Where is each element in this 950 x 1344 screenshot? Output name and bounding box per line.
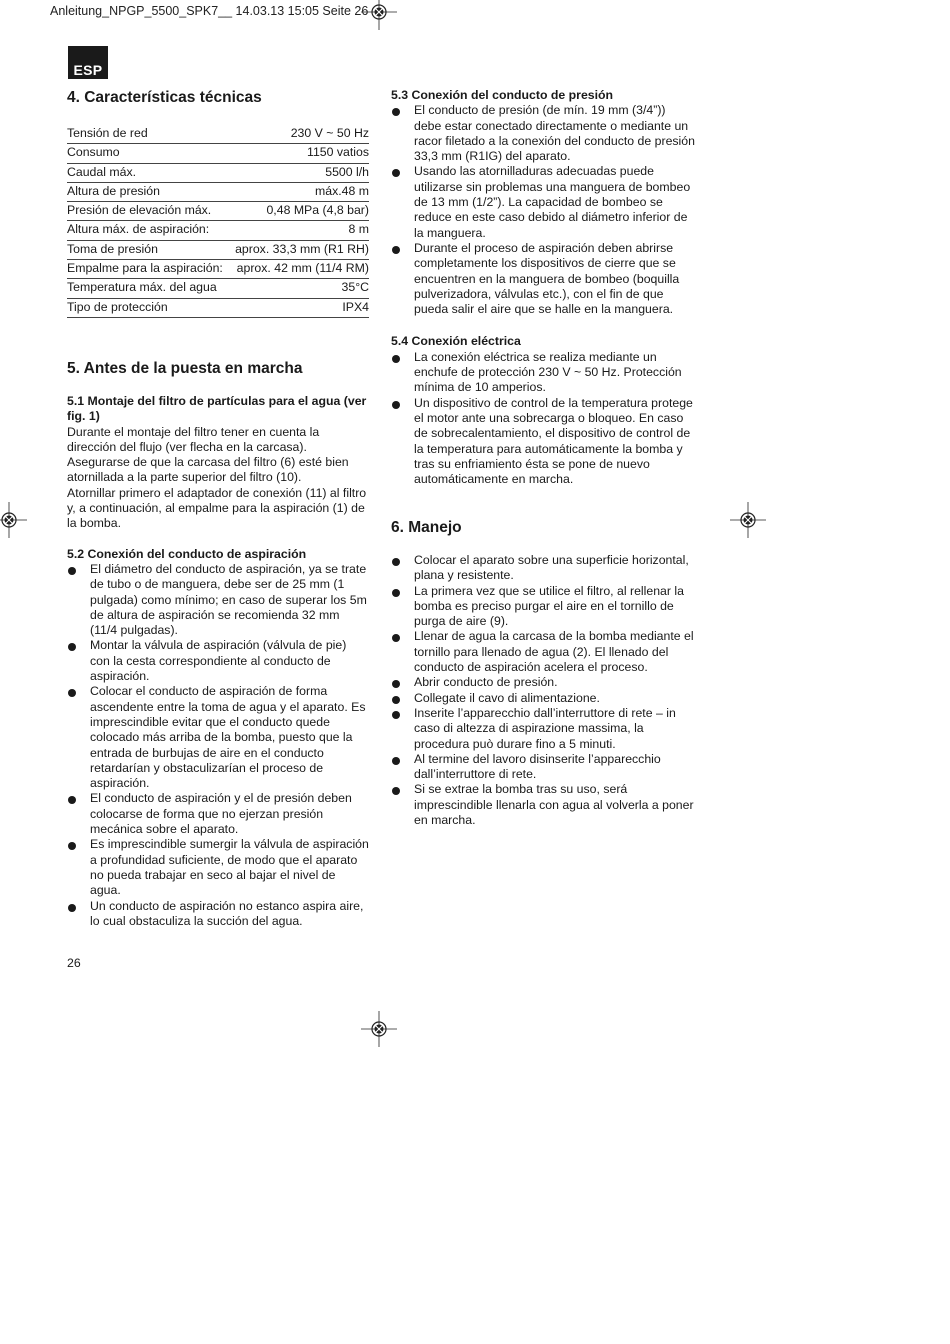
list-item: Usando las atornilladuras adecuadas puede utilizarse sin problemas una manguera de bombeo de 13 mm (1/2”). La capacidad de bombeo se reduce en este caso debido al diámetro inferior de la manguera. xyxy=(391,164,696,240)
spec-row xyxy=(67,144,369,163)
print-slug: Anleitung_NPGP_5500_SPK7__ 14.03.13 15:05 Seite 26 xyxy=(50,4,369,18)
spec-value: 35°C xyxy=(229,279,369,298)
list-item: Un conducto de aspiración no estanco aspira aire, lo cual obstaculiza la succión del agua. xyxy=(67,899,369,930)
subsection-5-3-title: 5.3 Conexión del conducto de presión xyxy=(391,88,614,102)
page-number: 26 xyxy=(67,956,81,970)
list-item: Es imprescindible sumergir la válvula de aspiración a profundidad suficiente, de modo que el aparato no pueda trabajar en seco al bajar el nivel de agua. xyxy=(67,837,369,898)
section-5-title: 5. Antes de la puesta en marcha xyxy=(67,360,303,377)
section-technical-data xyxy=(67,88,369,318)
list-item: Abrir conducto de presión. xyxy=(391,675,696,690)
spec-table xyxy=(67,125,369,318)
spec-value: 8 m xyxy=(229,221,369,240)
spec-value: 230 V ~ 50 Hz xyxy=(229,125,369,144)
spec-row xyxy=(67,221,369,240)
list-item: La conexión eléctrica se realiza mediante un enchufe de protección 230 V ~ 50 Hz. Protección mínima de 10 amperios. xyxy=(391,350,696,396)
spec-label: Temperatura máx. del agua xyxy=(67,279,229,298)
spec-row xyxy=(67,298,369,317)
spec-label: Tensión de red xyxy=(67,125,229,144)
subsection-5-3-list xyxy=(391,103,696,317)
spec-row xyxy=(67,125,369,144)
section-6-title: 6. Manejo xyxy=(391,519,462,536)
spec-value: aprox. 33,3 mm (R1 RH) xyxy=(229,240,369,259)
registration-mark-icon xyxy=(0,502,27,538)
list-item: Al termine del lavoro disinserite l’apparecchio dall’interruttore di rete. xyxy=(391,752,696,783)
list-item: Un dispositivo de control de la temperatura protege el motor ante una sobrecarga o bloqueo. En caso de sobrecalentamiento, el dispositivo de control de la temperatura para automáticamente la bomba y tras su enfriamiento ésta se pone de nuevo automáticamente en marcha. xyxy=(391,396,696,488)
spec-row xyxy=(67,260,369,279)
spec-label: Tipo de protección xyxy=(67,298,229,317)
registration-mark-icon xyxy=(361,0,397,30)
subsection-5-1-paragraph: Durante el montaje del filtro tener en cuenta la dirección del flujo (ver flecha en la carcasa). xyxy=(67,424,320,454)
list-item: Llenar de agua la carcasa de la bomba mediante el tornillo para llenado de agua (2). El llenado del conducto de aspiración acelera el proceso. xyxy=(391,629,696,675)
spec-value: 1150 vatios xyxy=(229,144,369,163)
subsection-5-1-paragraph: Atornillar primero el adaptador de conexión (11) al filtro y, a continuación, al empalme para la aspiración (1) de la bomba. xyxy=(67,485,367,531)
list-item: Durante el proceso de aspiración deben abrirse completamente los dispositivos de cierre que se encuentren en la manguera de bombeo (boquilla pulverizadora, válvulas etc.), con el fin de que pueda salir el aire que se halle en la manguera. xyxy=(391,241,696,317)
list-item: El conducto de presión (de mín. 19 mm (3/4”)) debe estar conectado directamente o mediante un racor filetado a la conexión del conducto de presión 33,3 mm (R1IG) del aparato. xyxy=(391,103,696,164)
registration-mark-icon xyxy=(361,1011,397,1047)
subsection-5-4-list xyxy=(391,350,696,488)
spec-value: aprox. 42 mm (11/4 RM) xyxy=(229,260,369,279)
section-4-title: 4. Características técnicas xyxy=(67,89,262,106)
list-item: Colocar el conducto de aspiración de forma ascendente entre la toma de agua y el aparato. Es imprescindible evitar que el conducto quede colocado más arriba de la bomba, puesto que la entrada de burbujas de aire en el conducto retardarían y obstaculizarían el proceso de aspiración. xyxy=(67,684,369,791)
spec-value: 5500 l/h xyxy=(229,163,369,182)
spec-row xyxy=(67,240,369,259)
spec-row xyxy=(67,182,369,201)
section-before-start xyxy=(67,359,369,929)
subsection-5-4-title: 5.4 Conexión eléctrica xyxy=(391,334,521,349)
language-badge: ESP xyxy=(68,46,108,79)
list-item: Inserite l’apparecchio dall’interruttore di rete – in caso di altezza di aspirazione massima, la procedura può durare fino a 5 minuti. xyxy=(391,706,696,752)
subsection-5-2-title: 5.2 Conexión del conducto de aspiración xyxy=(67,546,307,561)
spec-label: Altura de presión xyxy=(67,182,229,201)
list-item: Colocar el aparato sobre una superficie horizontal, plana y resistente. xyxy=(391,553,696,584)
spec-label: Altura máx. de aspiración: xyxy=(67,221,229,240)
list-item: El conducto de aspiración y el de presión deben colocarse de forma que no ejerzan presión mecánica sobre el aparato. xyxy=(67,791,369,837)
spec-label: Empalme para la aspiración: xyxy=(67,260,229,279)
spec-row xyxy=(67,163,369,182)
list-item: Collegate il cavo di alimentazione. xyxy=(391,691,696,706)
spec-row xyxy=(67,202,369,221)
list-item: La primera vez que se utilice el filtro, al rellenar la bomba es preciso purgar el aire en el tornillo de purga de aire (9). xyxy=(391,584,696,630)
spec-label: Consumo xyxy=(67,144,229,163)
list-item: El diámetro del conducto de aspiración, ya se trate de tubo o de manguera, debe ser de 25 mm (1 pulgada) como mínimo; en caso de superar los 5m de altura de aspiración se recomienda 32 mm (11/4 pulgadas). xyxy=(67,562,369,638)
section-6-list xyxy=(391,553,696,828)
list-item: Si se extrae la bomba tras su uso, será imprescindible llenarla con agua al volverla a poner en marcha. xyxy=(391,782,696,828)
spec-row xyxy=(67,279,369,298)
subsection-pressure-line xyxy=(391,88,696,487)
spec-value: 0,48 MPa (4,8 bar) xyxy=(229,202,369,221)
list-item: Montar la válvula de aspiración (válvula de pie) con la cesta correspondiente al conducto de aspiración. xyxy=(67,638,369,684)
subsection-5-2-list xyxy=(67,562,369,929)
subsection-5-1-title: 5.1 Montaje del filtro de partículas para el agua (ver fig. 1) xyxy=(67,394,367,424)
section-operation xyxy=(391,518,696,828)
spec-value: IPX4 xyxy=(229,298,369,317)
subsection-5-1-paragraph: Asegurarse de que la carcasa del filtro (6) esté bien atornillada a la parte superior del filtro (10). xyxy=(67,455,349,485)
spec-label: Caudal máx. xyxy=(67,163,229,182)
spec-label: Presión de elevación máx. xyxy=(67,202,229,221)
spec-label: Toma de presión xyxy=(67,240,229,259)
registration-mark-icon xyxy=(730,502,766,538)
spec-value: máx.48 m xyxy=(229,182,369,201)
